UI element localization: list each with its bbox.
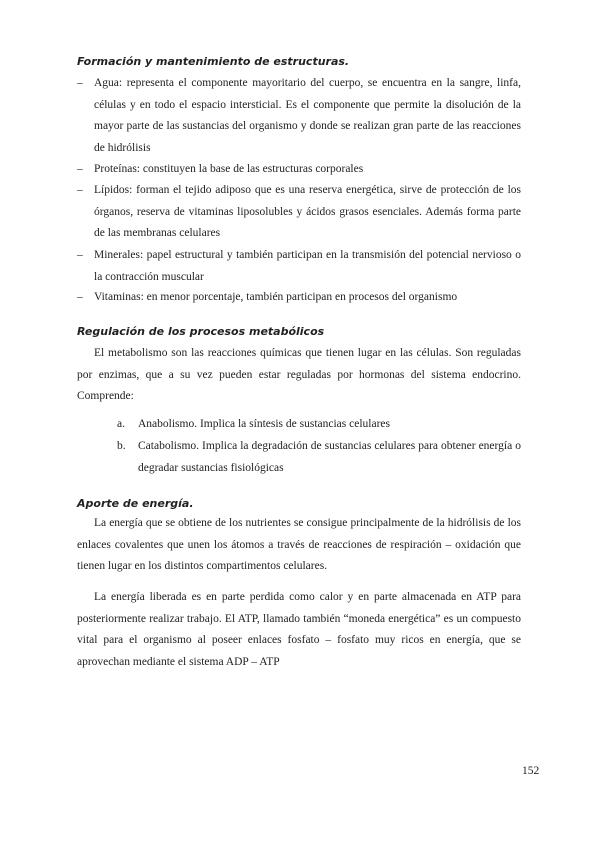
bullet-dash: – bbox=[77, 163, 83, 175]
section-heading-aporte: Aporte de energía. bbox=[77, 497, 194, 510]
list-letter: a. bbox=[117, 418, 125, 430]
list-item-catabolismo: Catabolismo. Implica la degradación de sustancias celulares para obtener energía o degradar sustancias fisiológicas bbox=[138, 440, 521, 474]
list-item-lipidos: Lípidos: forman el tejido adiposo que es una reserva energética, sirve de protección de los órganos, reserva de vitaminas liposolubles y ácidos grasos esenciales. Además forma parte de las membranas celulares bbox=[94, 184, 521, 239]
paragraph-energia-2: La energía liberada es en parte perdida como calor y en parte almacenada en ATP para posteriormente realizar trabajo. El ATP, llamado también “moneda energética” es un compuesto vital para el organismo al poseer enlaces fosfato – fosfato muy ricos en energía, que se aprovechan mediante el sistema ADP – ATP bbox=[77, 591, 521, 668]
bullet-dash: – bbox=[77, 249, 83, 261]
page-number: 152 bbox=[522, 765, 540, 777]
section-heading-formacion: Formación y mantenimiento de estructuras. bbox=[77, 55, 350, 68]
list-item-proteinas: Proteínas: constituyen la base de las estructuras corporales bbox=[94, 163, 364, 175]
bullet-dash: – bbox=[77, 184, 83, 196]
bullet-dash: – bbox=[77, 77, 83, 89]
list-letter: b. bbox=[117, 440, 126, 452]
list-item-agua: Agua: representa el componente mayoritario del cuerpo, se encuentra en la sangre, linfa, células y en todo el espacio intersticial. Es el componente que permite la disolución de la mayor parte de las sustancias del organismo y donde se realizan gran parte de las reacciones de hidrólisis bbox=[94, 77, 521, 154]
paragraph-metabolismo: El metabolismo son las reacciones químicas que tienen lugar en las células. Son reguladas por enzimas, que a su vez pueden estar reguladas por hormonas del sistema endocrino. Comprende: bbox=[77, 347, 521, 402]
bullet-dash: – bbox=[77, 291, 83, 303]
paragraph-energia-1: La energía que se obtiene de los nutrientes se consigue principalmente de la hidrólisis de los enlaces covalentes que unen los átomos a través de reacciones de respiración – oxidación que tienen lugar en los distintos compartimentos celulares. bbox=[77, 517, 521, 572]
list-item-minerales: Minerales: papel estructural y también participan en la transmisión del potencial nervioso o la contracción muscular bbox=[94, 249, 521, 283]
list-item-vitaminas: Vitaminas: en menor porcentaje, también participan en procesos del organismo bbox=[94, 291, 458, 303]
list-item-anabolismo: Anabolismo. Implica la síntesis de sustancias celulares bbox=[138, 418, 390, 430]
section-heading-regulacion: Regulación de los procesos metabólicos bbox=[77, 325, 325, 338]
